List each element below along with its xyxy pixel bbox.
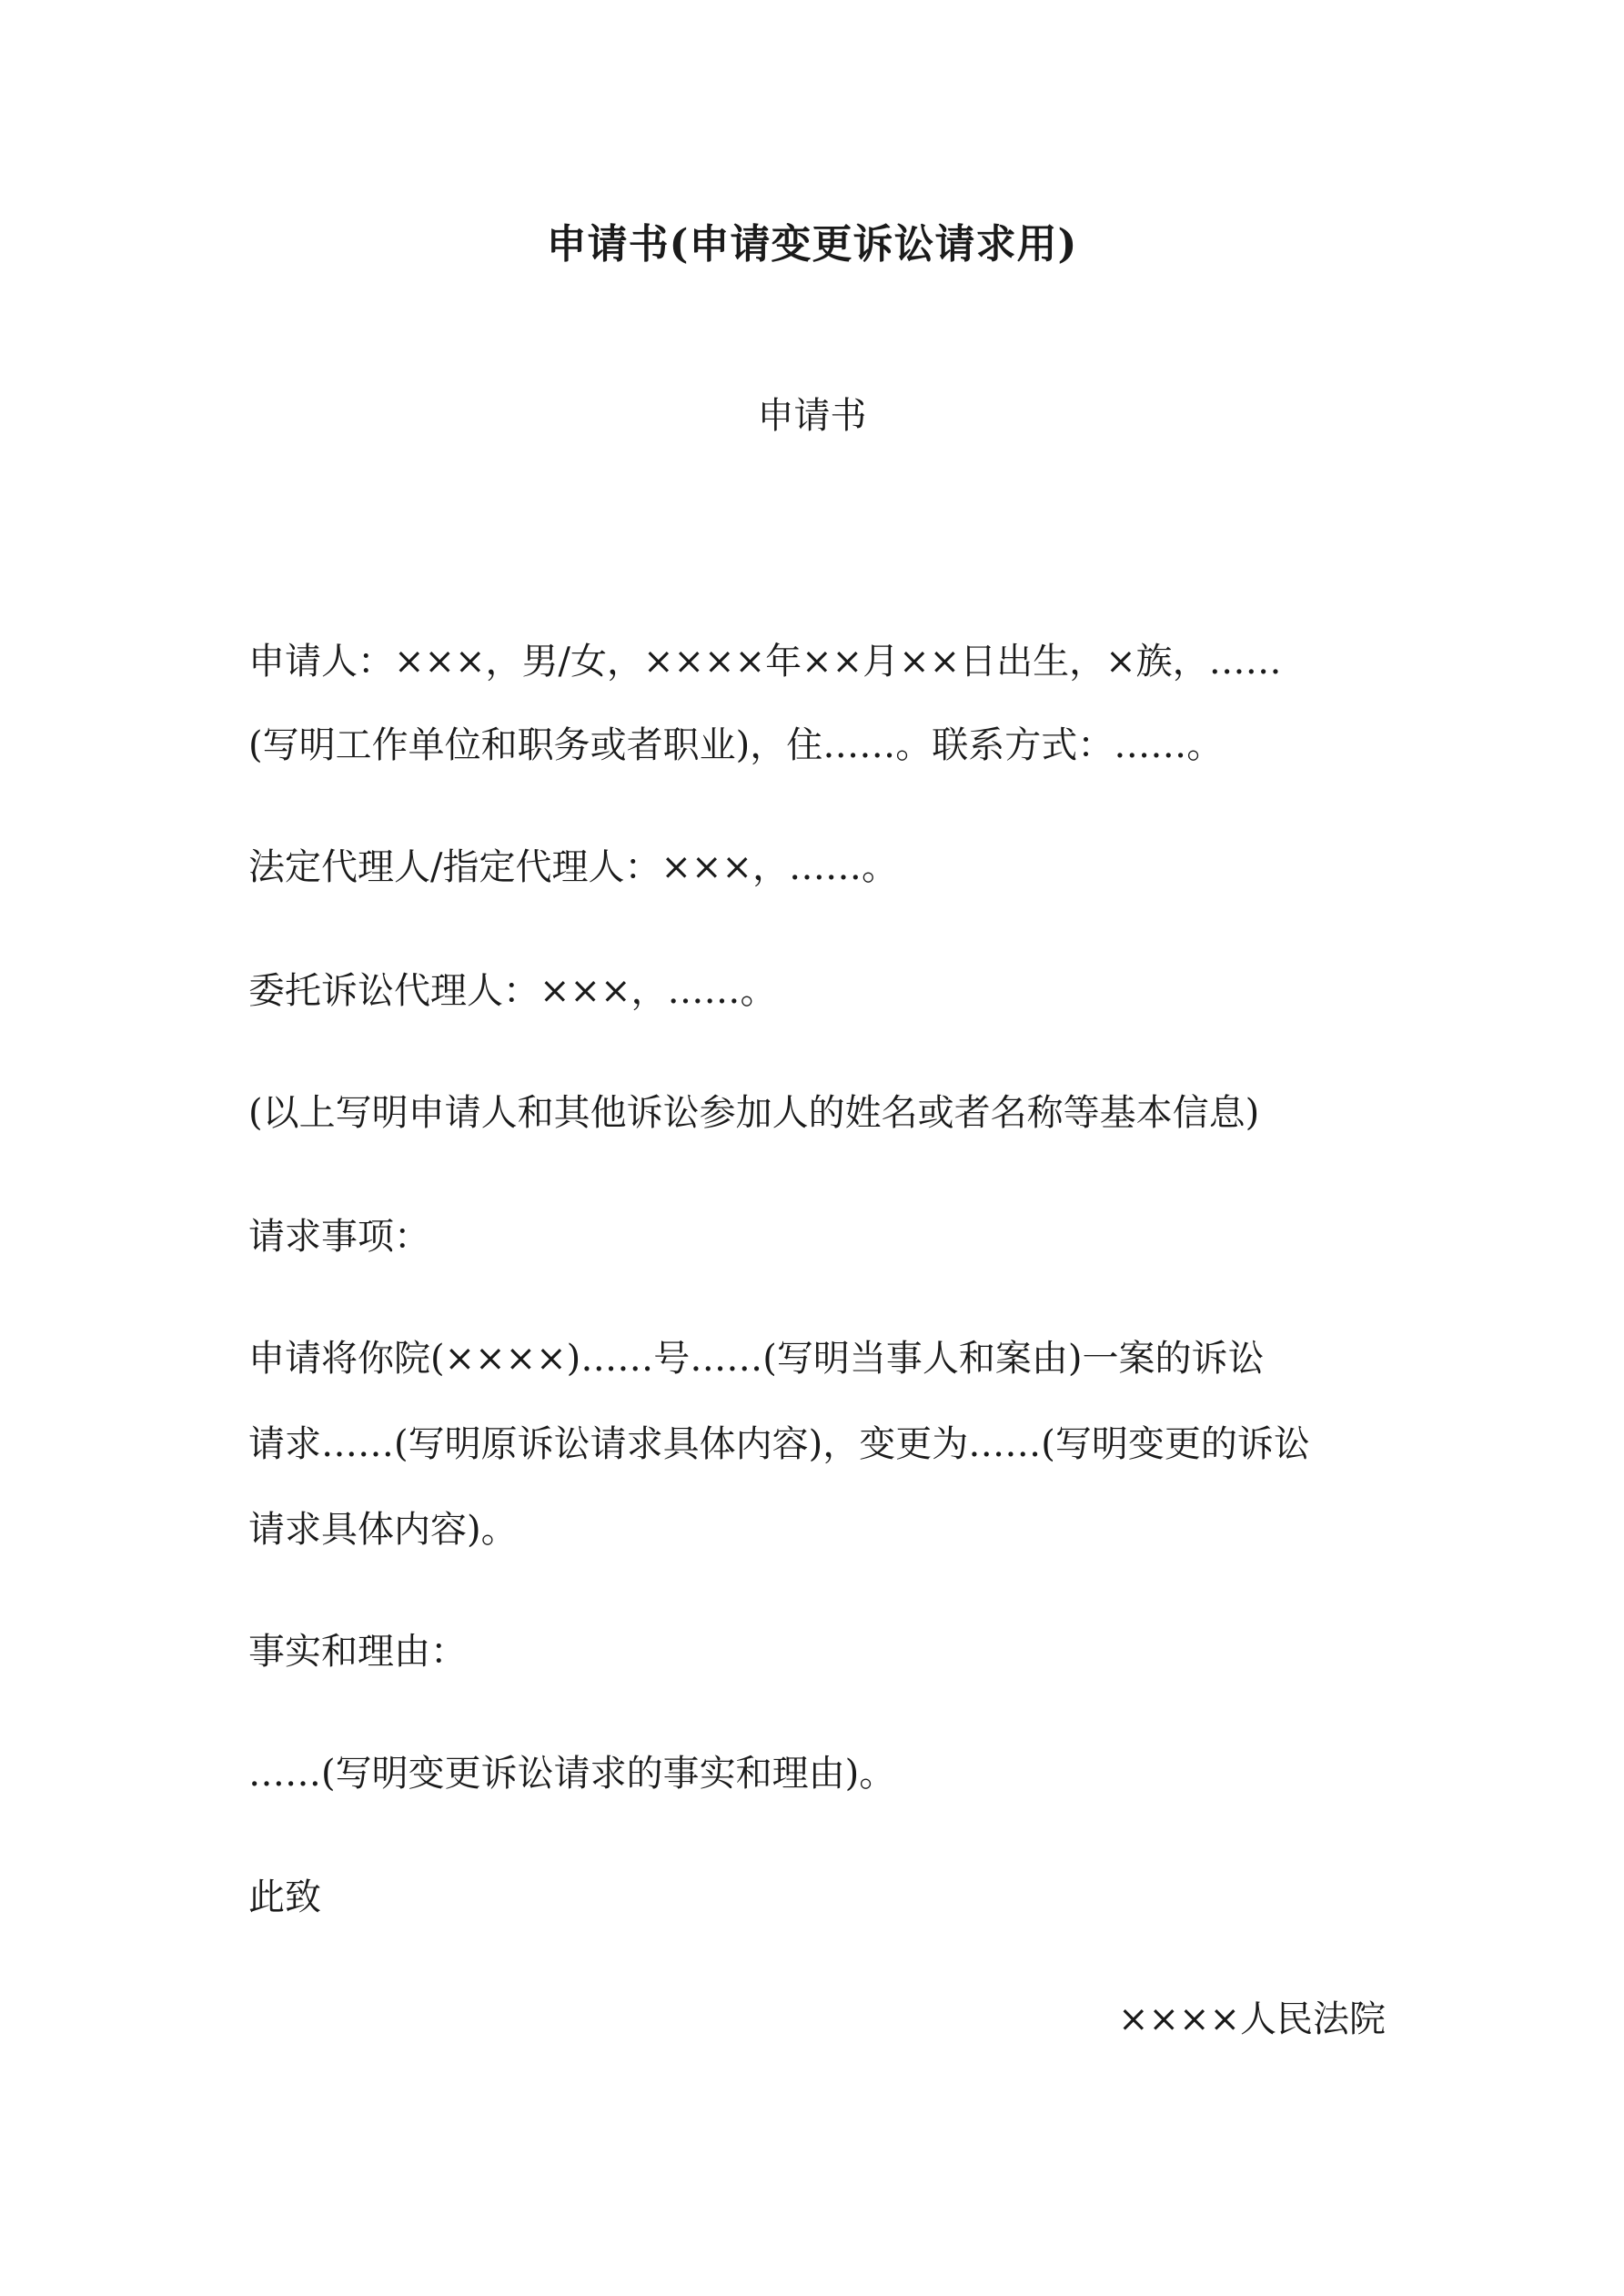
basic-info-note: (以上写明申请人和其他诉讼参加人的姓名或者名称等基本信息) (248, 1092, 1260, 1134)
request-line-1: 申请将你院(××××)……号……(写明当事人和案由)一案的诉讼 (248, 1338, 1265, 1380)
applicant-line-2: (写明工作单位和职务或者职业)，住……。联系方式：……。 (248, 724, 1224, 766)
applicant-line-1: 申请人：×××，男/女，××××年××月××日出生，×族，…… (248, 641, 1282, 683)
request-line-2: 请求……(写明原诉讼请求具体内容)，变更为……(写明变更的诉讼 (248, 1423, 1310, 1465)
closing-line: 此致 (248, 1876, 321, 1918)
document-title: 申请书(申请变更诉讼请求用) (546, 221, 1078, 268)
entrusted-agent-line: 委托诉讼代理人：×××，……。 (248, 970, 777, 1012)
facts-body: ……(写明变更诉讼请求的事实和理由)。 (248, 1753, 896, 1795)
requests-heading: 请求事项： (248, 1216, 430, 1258)
facts-heading: 事实和理由： (248, 1631, 467, 1673)
legal-agent-line: 法定代理人/指定代理人：×××，……。 (248, 846, 899, 888)
document-subtitle: 申请书 (757, 395, 867, 437)
request-line-3: 请求具体内容)。 (248, 1509, 518, 1551)
court-name: ××××人民法院 (1117, 1998, 1386, 2040)
